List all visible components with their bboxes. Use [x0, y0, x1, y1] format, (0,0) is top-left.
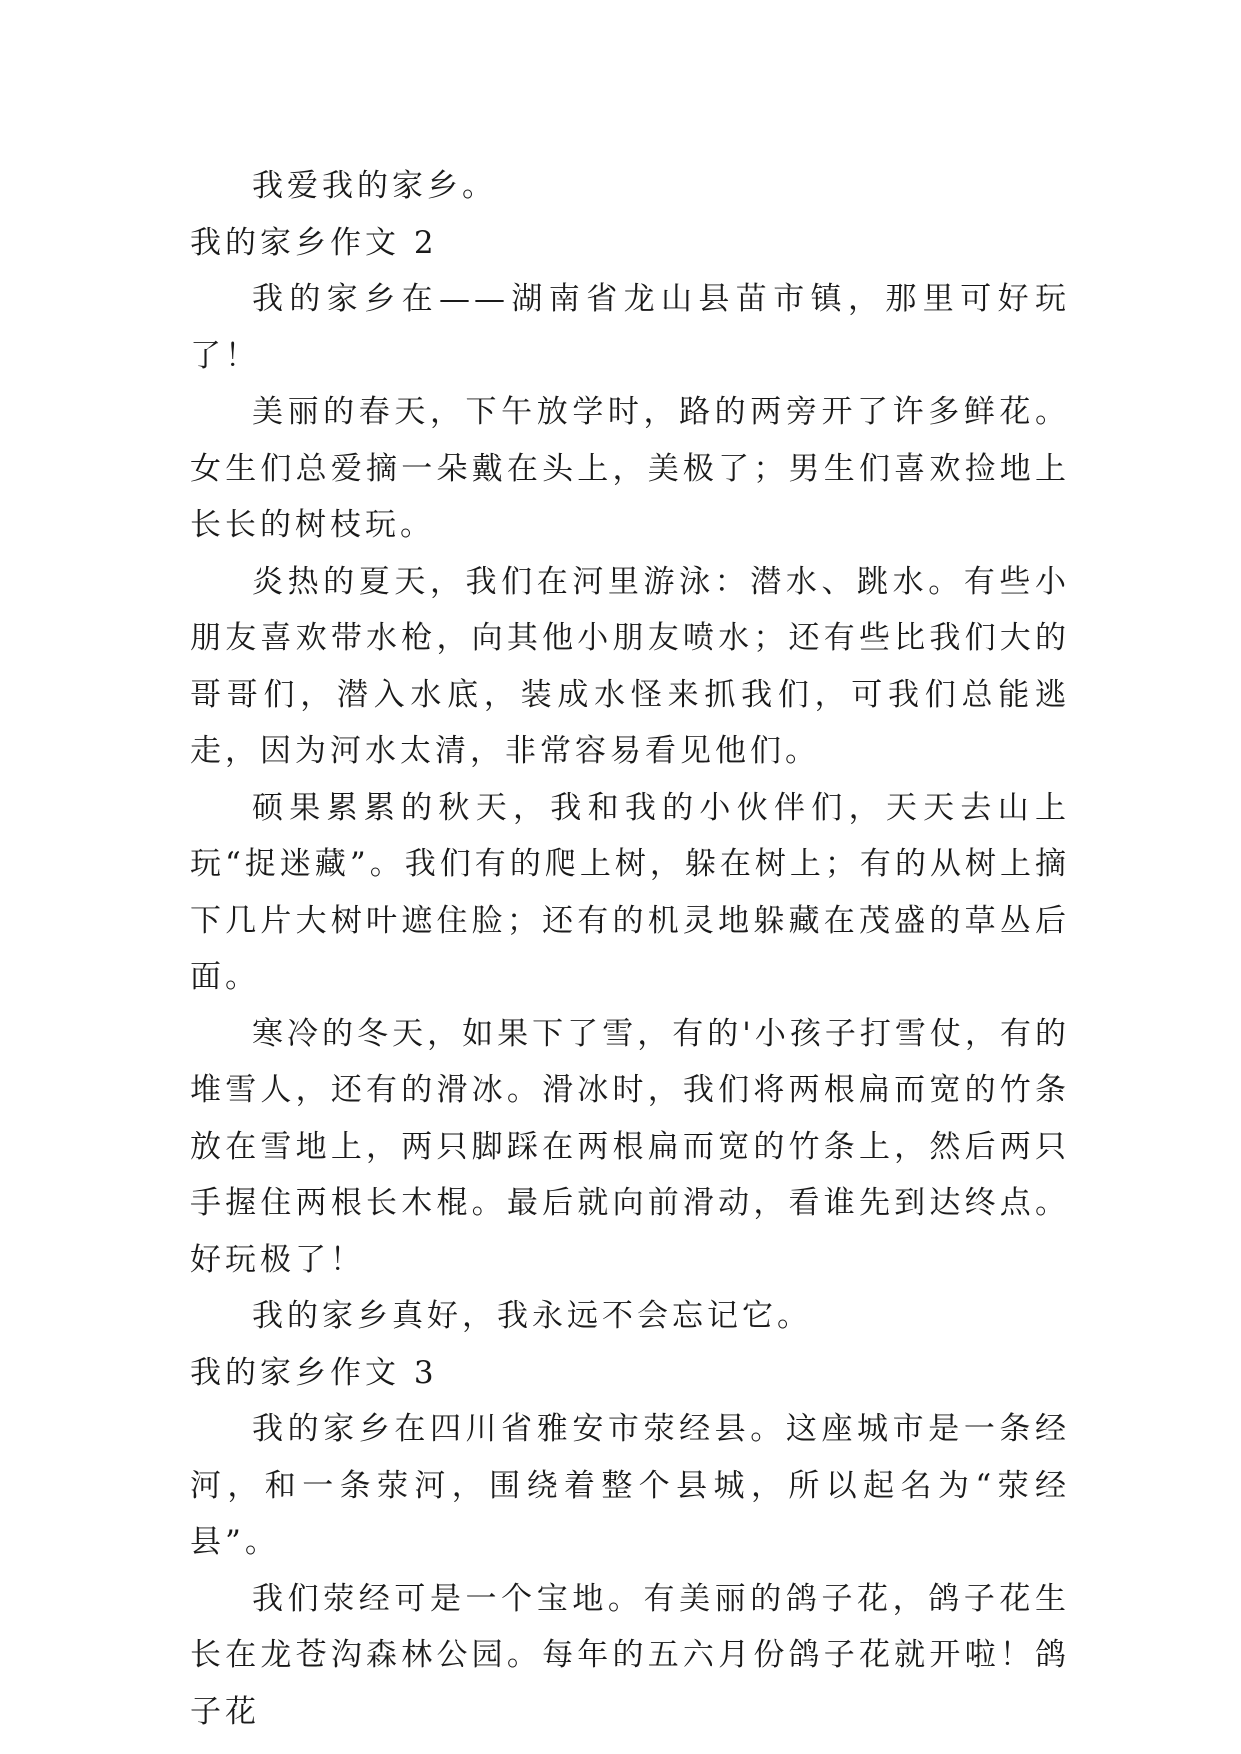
paragraph: 炎热的夏天，我们在河里游泳：潜水、跳水。有些小朋友喜欢带水枪，向其他小朋友喷水；还有些比我们大的哥哥们，潜入水底，装成水怪来抓我们，可我们总能逃走，因为河水太清，非常容易看见他们。	[190, 563, 1070, 769]
paragraph: 硕果累累的秋天，我和我的小伙伴们，天天去山上玩“捉迷藏”。我们有的爬上树，躲在树上；有的从树上摘下几片大树叶遮住脸；还有的机灵地躲藏在茂盛的草丛后面。	[190, 789, 1070, 995]
section-heading: 我的家乡作文 3	[190, 1354, 438, 1391]
paragraph: 美丽的春天，下午放学时，路的两旁开了许多鲜花。女生们总爱摘一朵戴在头上，美极了；男生们喜欢捡地上长长的树枝玩。	[190, 394, 1070, 543]
paragraph: 我们荥经可是一个宝地。有美丽的鸽子花，鸽子花生长在龙苍沟森林公园。每年的五六月份鸽子花就开啦！鸽子花	[190, 1580, 1070, 1730]
paragraph: 寒冷的冬天，如果下了雪，有的'小孩子打雪仗，有的堆雪人，还有的滑冰。滑冰时，我们将两根扁而宽的竹条放在雪地上，两只脚踩在两根扁而宽的竹条上，然后两只手握住两根长木棍。最后就向前滑动，看谁先到达终点。好玩极了！	[190, 1015, 1070, 1278]
paragraph: 我的家乡在——湖南省龙山县苗市镇，那里可好玩了！	[190, 281, 1070, 374]
paragraph: 我的家乡真好，我永远不会忘记它。	[252, 1298, 812, 1334]
paragraph: 我的家乡在四川省雅安市荥经县。这座城市是一条经河，和一条荥河，围绕着整个县城，所以起名为“荥经县”。	[190, 1411, 1070, 1560]
section-heading: 我的家乡作文 2	[190, 224, 438, 261]
document-page	[190, 158, 1070, 1740]
paragraph: 我爱我的家乡。	[252, 168, 497, 204]
